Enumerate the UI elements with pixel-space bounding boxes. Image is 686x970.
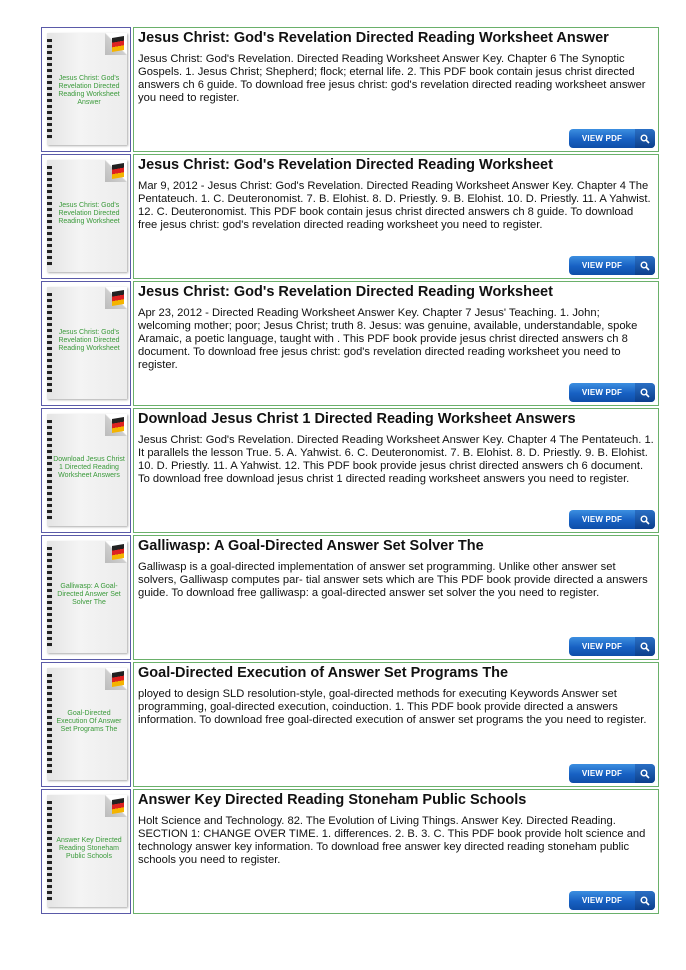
result-item <box>41 154 659 281</box>
result-item <box>41 281 659 408</box>
pdf-thumbnail[interactable] <box>41 408 131 533</box>
result-description: Jesus Christ: God's Revelation. Directed Reading Worksheet Answer Key. Chapter 6 The Synoptic Gospels. 1. Jesus Christ; Shepherd; flock; eternal life. 2. This PDF book contain jesus christ directed answers ch 6 guide. To download free jesus christ: god's revelation directed reading worksheet answer you need to register. <box>138 53 646 104</box>
document-cover-icon <box>47 160 127 272</box>
result-title[interactable]: Download Jesus Christ 1 Directed Reading Worksheet Answers <box>138 411 576 427</box>
result-title[interactable]: Galliwasp: A Goal-Directed Answer Set Solver The <box>138 538 484 554</box>
result-item <box>41 408 659 535</box>
result-content <box>133 662 659 787</box>
document-cover-icon <box>47 795 127 907</box>
view-pdf-label: VIEW PDF <box>581 134 623 143</box>
result-title[interactable]: Jesus Christ: God's Revelation Directed Reading Worksheet Answer <box>138 30 609 46</box>
flag-icon <box>112 798 124 814</box>
spiral-binding-icon <box>47 293 52 393</box>
spiral-binding-icon <box>47 801 52 901</box>
search-icon <box>635 129 655 148</box>
document-cover-icon <box>47 668 127 780</box>
search-icon <box>635 256 655 275</box>
result-content <box>133 27 659 152</box>
pdf-thumbnail[interactable] <box>41 281 131 406</box>
flag-icon <box>112 671 124 687</box>
view-pdf-label: VIEW PDF <box>581 769 623 778</box>
view-pdf-button[interactable] <box>569 256 655 275</box>
result-item <box>41 27 659 154</box>
result-item <box>41 535 659 662</box>
spiral-binding-icon <box>47 166 52 266</box>
result-item <box>41 662 659 789</box>
document-cover-icon <box>47 33 127 145</box>
search-icon <box>635 891 655 910</box>
view-pdf-button[interactable] <box>569 637 655 656</box>
thumbnail-title: Jesus Christ: God's Revelation Directed Reading Worksheet Answer <box>58 75 120 106</box>
spiral-binding-icon <box>47 420 52 520</box>
search-icon <box>635 764 655 783</box>
pdf-thumbnail[interactable] <box>41 662 131 787</box>
search-icon <box>635 637 655 656</box>
thumbnail-title: Download Jesus Christ 1 Directed Reading Worksheet Answers <box>53 456 125 479</box>
result-list <box>41 27 659 916</box>
pdf-thumbnail[interactable] <box>41 535 131 660</box>
pdf-thumbnail[interactable] <box>41 154 131 279</box>
flag-icon <box>112 36 124 52</box>
spiral-binding-icon <box>47 674 52 774</box>
flag-icon <box>112 544 124 560</box>
pdf-thumbnail[interactable] <box>41 27 131 152</box>
result-item <box>41 789 659 916</box>
view-pdf-label: VIEW PDF <box>581 388 623 397</box>
result-title[interactable]: Goal-Directed Execution of Answer Set Programs The <box>138 665 509 681</box>
result-content <box>133 535 659 660</box>
view-pdf-label: VIEW PDF <box>581 896 623 905</box>
search-icon <box>635 383 655 402</box>
spiral-binding-icon <box>47 547 52 647</box>
result-content <box>133 408 659 533</box>
thumbnail-title: Answer Key Directed Reading Stoneham Public Schools <box>56 837 122 860</box>
result-description: Holt Science and Technology. 82. The Evolution of Living Things. Answer Key. Directed Reading. SECTION 1: CHANGE OVER TIME. 1. differences. 2. B. 3. C. This PDF book provide holt science and technology answer key information. To download free answer key directed reading stoneham public schools you need to register. <box>138 815 646 866</box>
result-description: Galliwasp is a goal-directed implementation of answer set programming. Unlike other answer set solvers, Galliwasp computes par- tial answer sets which are This PDF book provide directed a answers guide. To download free galliwasp: a goal-directed answer set solver the you need to register. <box>138 561 648 599</box>
view-pdf-label: VIEW PDF <box>581 261 623 270</box>
flag-icon <box>112 163 124 179</box>
result-description: ployed to design SLD resolution-style, goal-directed methods for executing Keywords Answer set programming, goal-directed execution, coinduction. 1. This PDF book provide directed a answers information. To download free goal-directed execution of answer set programs the you need to register. <box>138 688 647 726</box>
document-cover-icon <box>47 414 127 526</box>
result-content <box>133 154 659 279</box>
thumbnail-title: Galliwasp: A Goal-Directed Answer Set Solver The <box>57 583 121 606</box>
thumbnail-title: Jesus Christ: God's Revelation Directed Reading Worksheet <box>58 329 120 352</box>
result-content <box>133 789 659 914</box>
result-title[interactable]: Answer Key Directed Reading Stoneham Public Schools <box>138 792 527 808</box>
result-description: Jesus Christ: God's Revelation. Directed Reading Worksheet Answer Key. Chapter 4 The Pentateuch. 1. It parallels the lesson True. 5. A. Yahwist. 6. C. Deuteronomist. 7. B. Elohist. 8. D. Priestly. 9. B. Elohist. 10. D. Priestly. 11. A Yahwist. 12. This PDF book provide jesus christ directed answers ch 6 document. To download free download jesus christ 1 directed reading worksheet answers you need to register. <box>138 434 654 485</box>
thumbnail-title: Goal-Directed Execution Of Answer Set Programs The <box>56 710 122 733</box>
result-title[interactable]: Jesus Christ: God's Revelation Directed Reading Worksheet <box>138 284 553 300</box>
view-pdf-button[interactable] <box>569 764 655 783</box>
result-title[interactable]: Jesus Christ: God's Revelation Directed Reading Worksheet <box>138 157 553 173</box>
result-description: Mar 9, 2012 - Jesus Christ: God's Revelation. Directed Reading Worksheet Answer Key. Chapter 4 The Pentateuch. 1. C. Deuteronomist. 7. B. Elohist. 8. D. Priestly. 9. B. Elohist. 10. D. Priestly. 11. A Yahwist. 12. C. Deuteronomist. This PDF book contain jesus christ directed answers ch 8 guide. To download free jesus christ: god's revelation directed reading worksheet you need to register. <box>138 180 651 231</box>
view-pdf-button[interactable] <box>569 891 655 910</box>
spiral-binding-icon <box>47 39 52 139</box>
flag-icon <box>112 417 124 433</box>
thumbnail-title: Jesus Christ: God's Revelation Directed Reading Worksheet <box>58 202 120 225</box>
search-icon <box>635 510 655 529</box>
result-description: Apr 23, 2012 - Directed Reading Worksheet Answer Key. Chapter 7 Jesus' Teaching. 1. John; welcoming mother; poor; Jesus Christ; truth 8. Jesus: was genuine, available, understandable, spoke Aramaic, a poetic language, taught with . This PDF book provide jesus christ directed answers ch 8 document. To download free jesus christ: god's revelation directed reading worksheet you need to register. <box>138 307 638 371</box>
flag-icon <box>112 290 124 306</box>
view-pdf-label: VIEW PDF <box>581 515 623 524</box>
document-cover-icon <box>47 541 127 653</box>
view-pdf-label: VIEW PDF <box>581 642 623 651</box>
view-pdf-button[interactable] <box>569 383 655 402</box>
pdf-thumbnail[interactable] <box>41 789 131 914</box>
view-pdf-button[interactable] <box>569 510 655 529</box>
document-cover-icon <box>47 287 127 399</box>
result-content <box>133 281 659 406</box>
view-pdf-button[interactable] <box>569 129 655 148</box>
